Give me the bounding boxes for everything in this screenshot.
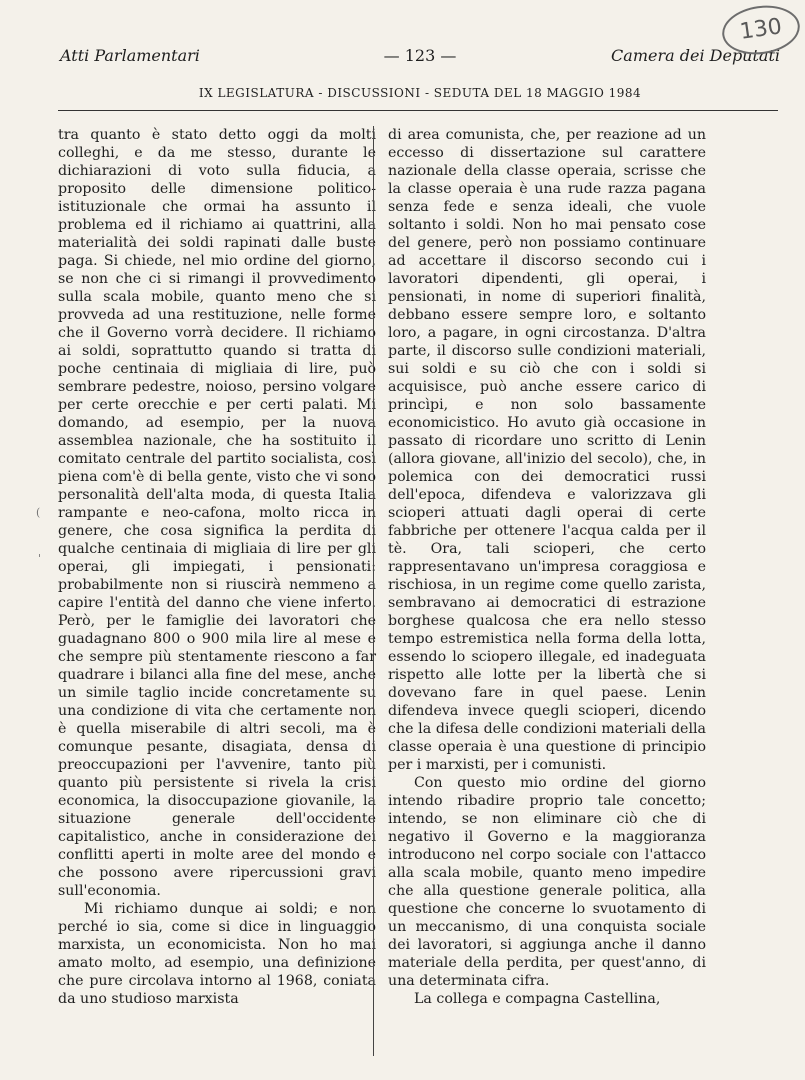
header-rule: [58, 110, 778, 111]
right-paragraph-1: di area comunista, che, per reazione ad un eccesso di dissertazione sul carattere nazionale della classe operaia, scrisse che la classe operaia è una rude razza pagana senza fede e senza ideali, che vuole soltanto i soldi. Non ho mai pensato cose del genere, però non possiamo continuare ad accettare il discorso secondo cui i lavoratori dipendenti, gli operai, i pensionati, in nome di superiori finalità, debbano essere sempre loro, e soltanto loro, a pagare, in ogni circostanza. D'altra parte, il discorso sulle condizioni materiali, sui soldi e su ciò che con i soldi si acquisisce, può anche essere carico di princìpi, e non solo bassamente economicistico. Ho avuto già occasione in passato di ricordare uno scritto di Lenin (allora giovane, all'inizio del secolo), che, in polemica con dei democratici russi dell'epoca, difendeva e valorizzava gli scioperi attuati dagli operai di certe fabbriche per ottenere l'acqua calda per il tè. Ora, tali scioperi, che certo rappresentavano un'impresa coraggiosa e rischiosa, in un regime come quello zarista, sembravano ai democratici di estrazione borghese qualcosa che era nello stesso tempo estremistica nella forma della lotta, essendo lo sciopero illegale, ed inadeguata rispetto alle lotte per la libertà che si dovevano fare in quel paese. Lenin difendeva invece quegli scioperi, dicendo che la difesa delle condizioni materiali della classe operaia è una questione di principio per i marxisti, per i comunisti.: [388, 127, 706, 773]
left-paragraph-2: Mi richiamo dunque ai soldi; e non perché io sia, come si dice in linguaggio marxista, un economicista. Non ho mai amato molto, ad esempio, una definizione che pure circolava intorno al 1968, coniata da uno studioso marxista: [58, 901, 376, 1007]
margin-mark-2: ': [38, 552, 42, 565]
session-subheader: IX LEGISLATURA - DISCUSSIONI - SEDUTA DEL 18 MAGGIO 1984: [198, 86, 642, 100]
handwritten-page-stamp: 130: [719, 1, 803, 59]
left-column: [58, 126, 376, 1008]
column-divider: [373, 126, 374, 1056]
right-column: [388, 126, 706, 1008]
right-paragraph-3: La collega e compagna Castellina,: [414, 991, 661, 1007]
page-number: — 123 —: [383, 46, 457, 65]
right-paragraph-2: Con questo mio ordine del giorno intendo ribadire proprio tale concetto; intendo, se non eliminare ciò che di negativo il Governo e la maggioranza introducono nel corpo sociale con l'attacco alla scala mobile, quanto meno impedire che alla questione generale politica, alla questione che concerne lo svuotamento di un meccanismo, di una conquista sociale dei lavoratori, si aggiunga anche il danno materiale della perdita, per quest'anno, di una determinata cifra.: [388, 775, 706, 989]
page-header: [60, 40, 780, 72]
header-publication: Atti Parlamentari: [60, 46, 200, 65]
margin-mark-1: (: [36, 506, 41, 519]
left-paragraph-1: tra quanto è stato detto oggi da molti colleghi, e da me stesso, durante le dichiarazioni di voto sulla fiducia, a proposito delle dimensione politico-istituzionale che ormai ha assunto il problema ed il richiamo ai quattrini, alla materialità dei soldi rapinati dalle buste paga. Si chiede, nel mio ordine del giorno, se non che ci si rimangi il provvedimento sulla scala mobile, quanto meno che si provveda ad una restituzione, nelle forme che il Governo vorrà decidere. Il richiamo ai soldi, soprattutto quando si tratta di poche centinaia di migliaia di lire, può sembrare pedestre, noioso, persino volgare per certe orecchie e per certi palati. Mi domando, ad esempio, per la nuova assemblea nazionale, che ha sostituito il comitato centrale del partito socialista, così piena com'è di bella gente, visto che vi sono personalità dell'alta moda, di questa Italia rampante e neo-cafona, molto ricca in genere, che cosa significa la perdita di qualche centinaia di migliaia di lire per gli operai, gli impiegati, i pensionati: probabilmente non si riuscirà nemmeno a capire l'entità del danno che viene inferto. Però, per le famiglie dei lavoratori che guadagnano 800 o 900 mila lire al mese e che sempre più stentamente riescono a far quadrare i bilanci alla fine del mese, anche un simile taglio incide concretamente su una condizione di vita che certamente non è quella miserabile di altri secoli, ma è comunque pesante, disagiata, densa di preoccupazioni per l'avvenire, tanto più quanto più persistente si rivela la crisi economica, la disoccupazione giovanile, la situazione generale dell'occidente capitalistico, anche in considerazione dei conflitti aperti in molte aree del mondo e che possono avere ripercussioni gravi sull'economia.: [58, 127, 376, 899]
header-chamber: Camera dei Deputati: [611, 46, 780, 65]
